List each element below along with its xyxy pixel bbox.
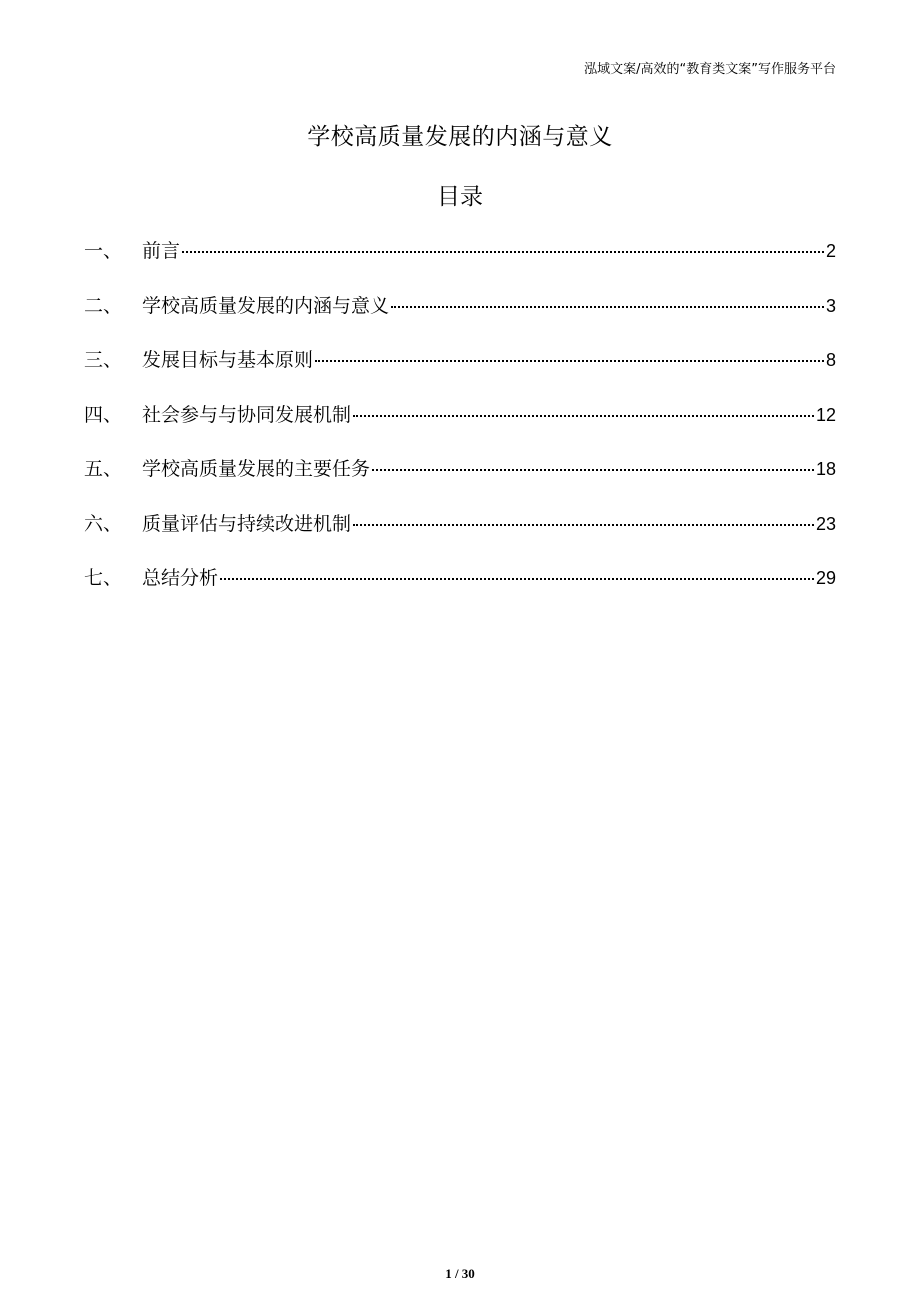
- toc-entry-number: 五、: [84, 458, 123, 480]
- toc-entry-page: 18: [815, 459, 836, 479]
- toc-entry-number: 六、: [84, 512, 123, 535]
- table-of-contents: [84, 236, 836, 618]
- toc-entry-number: 三、: [84, 349, 123, 371]
- toc-dot-leader: [353, 523, 814, 526]
- toc-entry-page: 23: [815, 513, 836, 534]
- toc-entry-label: 总结分析: [142, 567, 219, 589]
- header-divider: [84, 85, 836, 86]
- toc-entry-5[interactable]: [84, 454, 836, 509]
- toc-entry-label: 质量评估与持续改进机制: [142, 512, 352, 535]
- toc-entry-6[interactable]: [84, 509, 836, 564]
- toc-entry-1[interactable]: [84, 236, 836, 291]
- toc-entry-number: 二、: [84, 294, 123, 317]
- toc-entry-label: 学校高质量发展的内涵与意义: [142, 294, 390, 317]
- toc-entry-7[interactable]: [84, 563, 836, 618]
- toc-entry-3[interactable]: [84, 345, 836, 400]
- toc-entry-label: 社会参与与协同发展机制: [142, 403, 352, 426]
- toc-entry-number: 一、: [84, 240, 123, 262]
- toc-entry-number: 七、: [84, 567, 123, 589]
- toc-entry-page: 3: [825, 295, 836, 316]
- toc-entry-page: 2: [825, 241, 836, 261]
- document-title: 学校高质量发展的内涵与意义: [307, 124, 613, 150]
- toc-dot-leader: [315, 359, 824, 362]
- toc-entry-label: 前言: [142, 240, 181, 262]
- toc-entry-label: 发展目标与基本原则: [142, 349, 314, 371]
- toc-heading: 目录: [437, 184, 483, 210]
- page-number-footer: 1 / 30: [445, 1266, 475, 1281]
- toc-dot-leader: [372, 468, 814, 471]
- toc-entry-number: 四、: [84, 403, 123, 426]
- toc-entry-page: 8: [825, 350, 836, 370]
- toc-dot-leader: [353, 414, 814, 417]
- toc-dot-leader: [391, 305, 824, 308]
- toc-entry-2[interactable]: [84, 291, 836, 346]
- toc-dot-leader: [220, 577, 814, 580]
- toc-entry-page: 12: [815, 404, 836, 425]
- toc-entry-page: 29: [815, 568, 836, 588]
- page-header: 泓域文案/高效的“教育类文案”写作服务平台: [584, 62, 836, 77]
- toc-entry-4[interactable]: [84, 400, 836, 455]
- toc-entry-label: 学校高质量发展的主要任务: [142, 458, 371, 480]
- toc-dot-leader: [182, 250, 824, 253]
